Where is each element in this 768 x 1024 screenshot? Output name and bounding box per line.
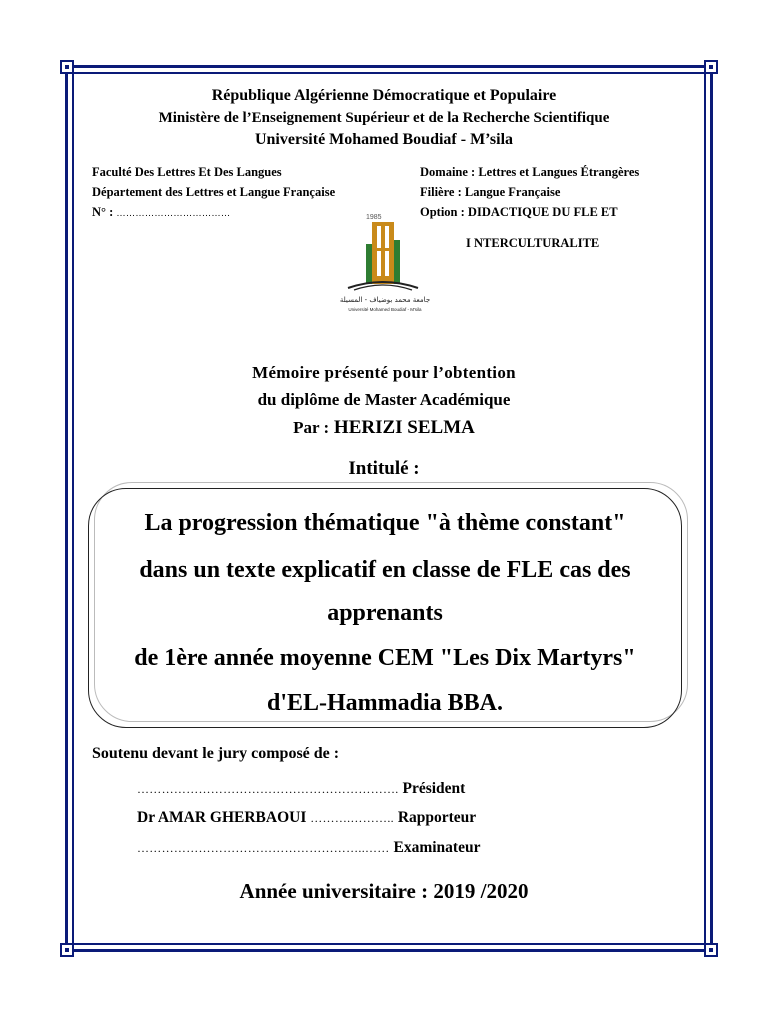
jury-president-row [137, 780, 465, 798]
jury-heading: Soutenu devant le jury composé de : [92, 745, 340, 762]
ministry-heading: Ministère de l’Enseignement Supérieur et de la Recherche Scientifique [158, 110, 610, 126]
university-logo [330, 210, 440, 320]
jury-rapporteur-row [137, 809, 476, 827]
logo-latin-text: Université Mohamed Boudiaf - M'sila [348, 307, 422, 312]
jury-examinateur-row [137, 839, 480, 857]
option-label: Option : DIDACTIQUE DU FLE ET [420, 205, 618, 219]
examinateur-role: Examinateur [393, 839, 481, 856]
filiere-label: Filière : Langue Française [420, 185, 561, 199]
corner-ornament-top-right [704, 60, 718, 74]
number-dots: ……………………………… [116, 208, 231, 218]
number-field [92, 205, 230, 220]
corner-ornament-top-left [60, 60, 74, 74]
corner-ornament-bottom-left [60, 943, 74, 957]
logo-year: 1985 [366, 214, 382, 221]
memoire-line-1: Mémoire présenté pour l’obtention [252, 363, 516, 382]
department-label: Département des Lettres et Langue Française [92, 185, 336, 199]
faculty-label: Faculté Des Lettres Et Des Langues [92, 165, 282, 179]
examinateur-dots: ………………………………………………..…… [137, 841, 390, 855]
academic-year: Année universitaire : 2019 /2020 [239, 879, 529, 903]
title-line-2: dans un texte explicatif en classe de FLE cas des [139, 557, 631, 583]
university-heading: Université Mohamed Boudiaf - M’sila [254, 131, 514, 148]
logo-arabic-text: جامعة محمد بوضياف - المسيلة [339, 296, 431, 304]
author-name: HERIZI SELMA [333, 417, 475, 438]
title-line-5: d'EL-Hammadia BBA. [266, 690, 504, 716]
title-line-4: de 1ère année moyenne CEM "Les Dix Martyrs" [134, 645, 636, 671]
number-label: N° : [92, 205, 114, 219]
par-label: Par : [293, 418, 330, 437]
rapporteur-role: Rapporteur [397, 809, 477, 826]
intitule-label: Intitulé : [348, 458, 420, 479]
title-line-3: apprenants [327, 600, 443, 626]
rapporteur-name: Dr AMAR GHERBAOUI [137, 809, 307, 826]
author-line [0, 417, 768, 439]
logo-emblem-icon [330, 210, 440, 320]
title-line-1: La progression thématique "à thème constant" [144, 510, 626, 536]
domain-label: Domaine : Lettres et Langues Étrangères [420, 165, 640, 179]
memoire-line-2: du diplôme de Master Académique [257, 390, 511, 409]
rapporteur-dots: ……….……….. [310, 811, 394, 825]
corner-ornament-bottom-right [704, 943, 718, 957]
president-dots: ………………………………………………………. [137, 782, 399, 796]
president-role: Président [402, 780, 466, 797]
option-continuation: I NTERCULTURALITE [466, 236, 600, 250]
republic-heading: République Algérienne Démocratique et Populaire [211, 87, 557, 104]
